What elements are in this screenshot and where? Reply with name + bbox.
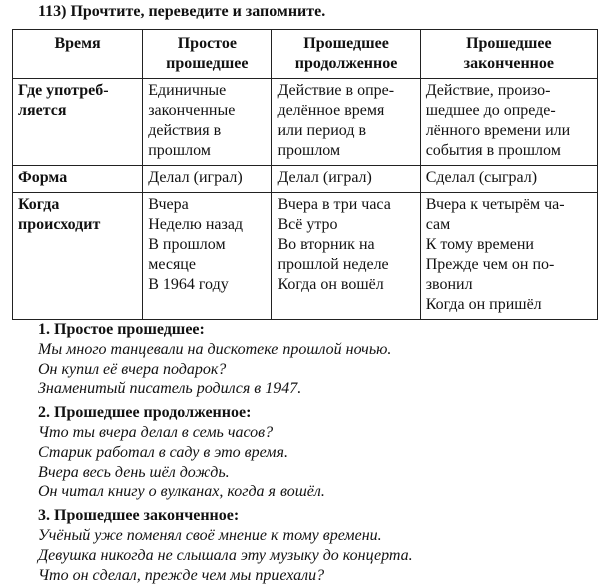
text-line: К тому времени: [425, 236, 534, 253]
text-line: Форма: [18, 169, 68, 186]
text-line: Всё утро: [277, 216, 338, 233]
text-line: Действие в опре-: [277, 82, 395, 99]
table-cell: [143, 166, 272, 193]
row-header: [13, 166, 143, 193]
column-header: [143, 30, 272, 79]
examples-section: [38, 320, 413, 585]
text-line: Вчера к четырём ча-: [425, 196, 565, 213]
column-header: [13, 30, 143, 79]
text-line: шедшее до опреде-: [425, 102, 556, 119]
tense-section: [38, 320, 413, 399]
text-line: Мы много танцевали на дискотеке прошлой ночью.: [38, 340, 392, 358]
text-line: делённое время: [277, 102, 385, 119]
text-line: прошлом: [148, 142, 211, 159]
text-line: Делал (играл): [148, 169, 243, 186]
text-line: В 1964 году: [148, 276, 229, 293]
text-line: Прошедшее: [303, 35, 389, 52]
section-title: 1. Простое прошедшее:: [38, 321, 205, 338]
text-line: Неделю назад: [148, 216, 244, 233]
exercise-title: 113) Прочтите, переведите и запомните.: [38, 3, 326, 20]
text-line: В прошлом: [148, 236, 226, 253]
tense-section: [38, 403, 413, 502]
section-title: 2. Прошедшее продолженное:: [38, 404, 252, 422]
text-line: месяце: [148, 256, 196, 273]
text-line: Знаменитый писатель родился в 1947.: [38, 380, 302, 398]
table-cell: [420, 79, 597, 166]
text-line: Сделал (сыграл): [425, 169, 538, 186]
table-cell: [420, 166, 597, 193]
table-row: [13, 166, 598, 193]
text-line: Где употреб-: [18, 82, 109, 99]
table-row: [13, 193, 598, 320]
text-line: прошлой неделе: [277, 256, 389, 273]
text-line: Прошедшее: [466, 35, 552, 52]
text-line: законченные: [148, 102, 236, 119]
text-line: действия в: [148, 122, 222, 139]
text-line: Он читал книгу о вулканах, когда я вошёл.: [38, 483, 325, 501]
text-line: Когда он пришёл: [425, 296, 542, 313]
text-line: происходит: [18, 216, 101, 233]
text-line: Вчера: [148, 196, 189, 213]
table-row: [13, 79, 598, 166]
text-line: сам: [425, 216, 451, 233]
section-title: 3. Прошедшее законченное:: [38, 507, 240, 525]
column-header: [420, 30, 597, 79]
text-line: прошлом: [277, 142, 341, 159]
text-line: Старик работал в саду в это время.: [38, 443, 288, 461]
text-line: ляется: [18, 102, 67, 119]
text-line: Учёный уже поменял своё мнение к тому времени.: [38, 526, 382, 544]
table-cell: [143, 193, 272, 320]
tense-section: [38, 506, 413, 585]
text-line: лённого времени или: [425, 122, 571, 139]
tenses-table: [12, 29, 598, 320]
text-line: Во вторник на: [277, 236, 375, 253]
row-header: [13, 79, 143, 166]
table-cell: [143, 79, 272, 166]
table-cell: [420, 193, 597, 320]
text-line: Единичные: [148, 82, 227, 99]
table-header-row: [13, 30, 598, 79]
text-line: Делал (играл): [277, 169, 372, 186]
text-line: Что ты вчера делал в семь часов?: [38, 423, 274, 441]
text-line: законченное: [463, 55, 554, 72]
table-cell: [272, 193, 420, 320]
text-line: Девушка никогда не слышала эту музыку до концерта.: [38, 546, 413, 564]
text-line: Вчера в три часа: [277, 196, 391, 213]
text-line: или период в: [277, 122, 367, 139]
text-line: звонил: [425, 276, 473, 293]
table-cell: [272, 166, 420, 193]
text-line: Когда он вошёл: [277, 276, 384, 293]
text-line: Он купил её вчера подарок?: [38, 360, 227, 378]
text-line: Что он сделал, прежде чем мы приехали?: [38, 566, 325, 584]
text-line: Когда: [18, 196, 60, 213]
text-line: Вчера весь день шёл дождь.: [38, 463, 230, 481]
text-line: Действие, произо-: [425, 82, 551, 99]
text-line: Простое: [177, 35, 237, 52]
text-line: продолженное: [294, 55, 398, 72]
text-line: прошедшее: [166, 55, 249, 72]
text-line: события в прошлом: [425, 142, 561, 159]
text-line: Время: [54, 35, 101, 52]
table-cell: [272, 79, 420, 166]
text-line: Прежде чем он по-: [425, 256, 555, 273]
row-header: [13, 193, 143, 320]
column-header: [272, 30, 420, 79]
